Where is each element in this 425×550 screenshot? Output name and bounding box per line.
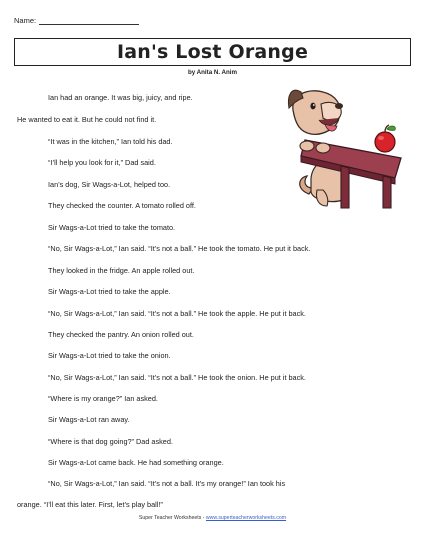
footer: [0, 515, 425, 521]
story-line: “It was in the kitchen,” Ian told his dad.: [48, 137, 173, 146]
story-line: “Where is my orange?” Ian asked.: [48, 394, 158, 403]
dog-nose: [335, 103, 343, 109]
footer-prefix: Super Teacher Worksheets -: [138, 515, 206, 521]
name-line[interactable]: [39, 16, 139, 25]
story-line: “I’ll help you look for it,” Dad said.: [48, 158, 156, 167]
page-title: Ian's Lost Orange: [116, 41, 309, 63]
story-line: Sir Wags-a-Lot tried to take the onion.: [48, 351, 171, 360]
story-line: They checked the counter. A tomato rolled off.: [48, 201, 196, 210]
footer-link[interactable]: www.superteacherworksheets.com: [205, 515, 287, 521]
dog-paw-right: [316, 143, 330, 153]
dog-eye: [310, 103, 315, 110]
title-box: [14, 38, 411, 66]
apple: [375, 132, 395, 152]
dog-paw-left: [300, 141, 314, 151]
story-line: Ian had an orange. It was big, juicy, and ripe.: [48, 93, 193, 102]
name-label: Name:: [14, 16, 37, 25]
table-leg-right: [383, 176, 391, 208]
story-line: “Where is that dog going?” Dad asked.: [48, 437, 173, 446]
byline: by Anita N. Anim: [187, 69, 238, 76]
name-field: [14, 16, 139, 25]
story-line: They looked in the fridge. An apple rolled out.: [48, 266, 195, 275]
story-line: Sir Wags-a-Lot tried to take the tomato.: [48, 223, 176, 232]
story-line: “No, Sir Wags-a-Lot,” Ian said. “It’s not a ball.” He took the tomato. He put it back.: [48, 244, 311, 253]
table-leg-left: [341, 166, 349, 208]
story-line: Sir Wags-a-Lot came back. He had something orange.: [48, 458, 224, 467]
story-line: Sir Wags-a-Lot ran away.: [48, 415, 130, 424]
story-line: He wanted to eat it. But he could not find it.: [17, 115, 157, 124]
story-line: orange. “I’ll eat this later. First, let’s play ball!”: [17, 500, 163, 509]
story-line: “No, Sir Wags-a-Lot,” Ian said. “It’s not a ball. It’s my orange!” Ian took his: [48, 479, 286, 488]
story-line: “No, Sir Wags-a-Lot,” Ian said. “It’s not a ball.” He took the onion. He put it back.: [48, 373, 306, 382]
story-line: They checked the pantry. An onion rolled out.: [48, 330, 194, 339]
story-line: Sir Wags-a-Lot tried to take the apple.: [48, 287, 171, 296]
apple-leaf: [387, 126, 395, 130]
story-line: Ian’s dog, Sir Wags-a-Lot, helped too.: [48, 180, 171, 189]
dog-illustration: [283, 82, 411, 210]
story-line: “No, Sir Wags-a-Lot,” Ian said. “It’s not a ball.” He took the apple. He put it back.: [48, 309, 306, 318]
